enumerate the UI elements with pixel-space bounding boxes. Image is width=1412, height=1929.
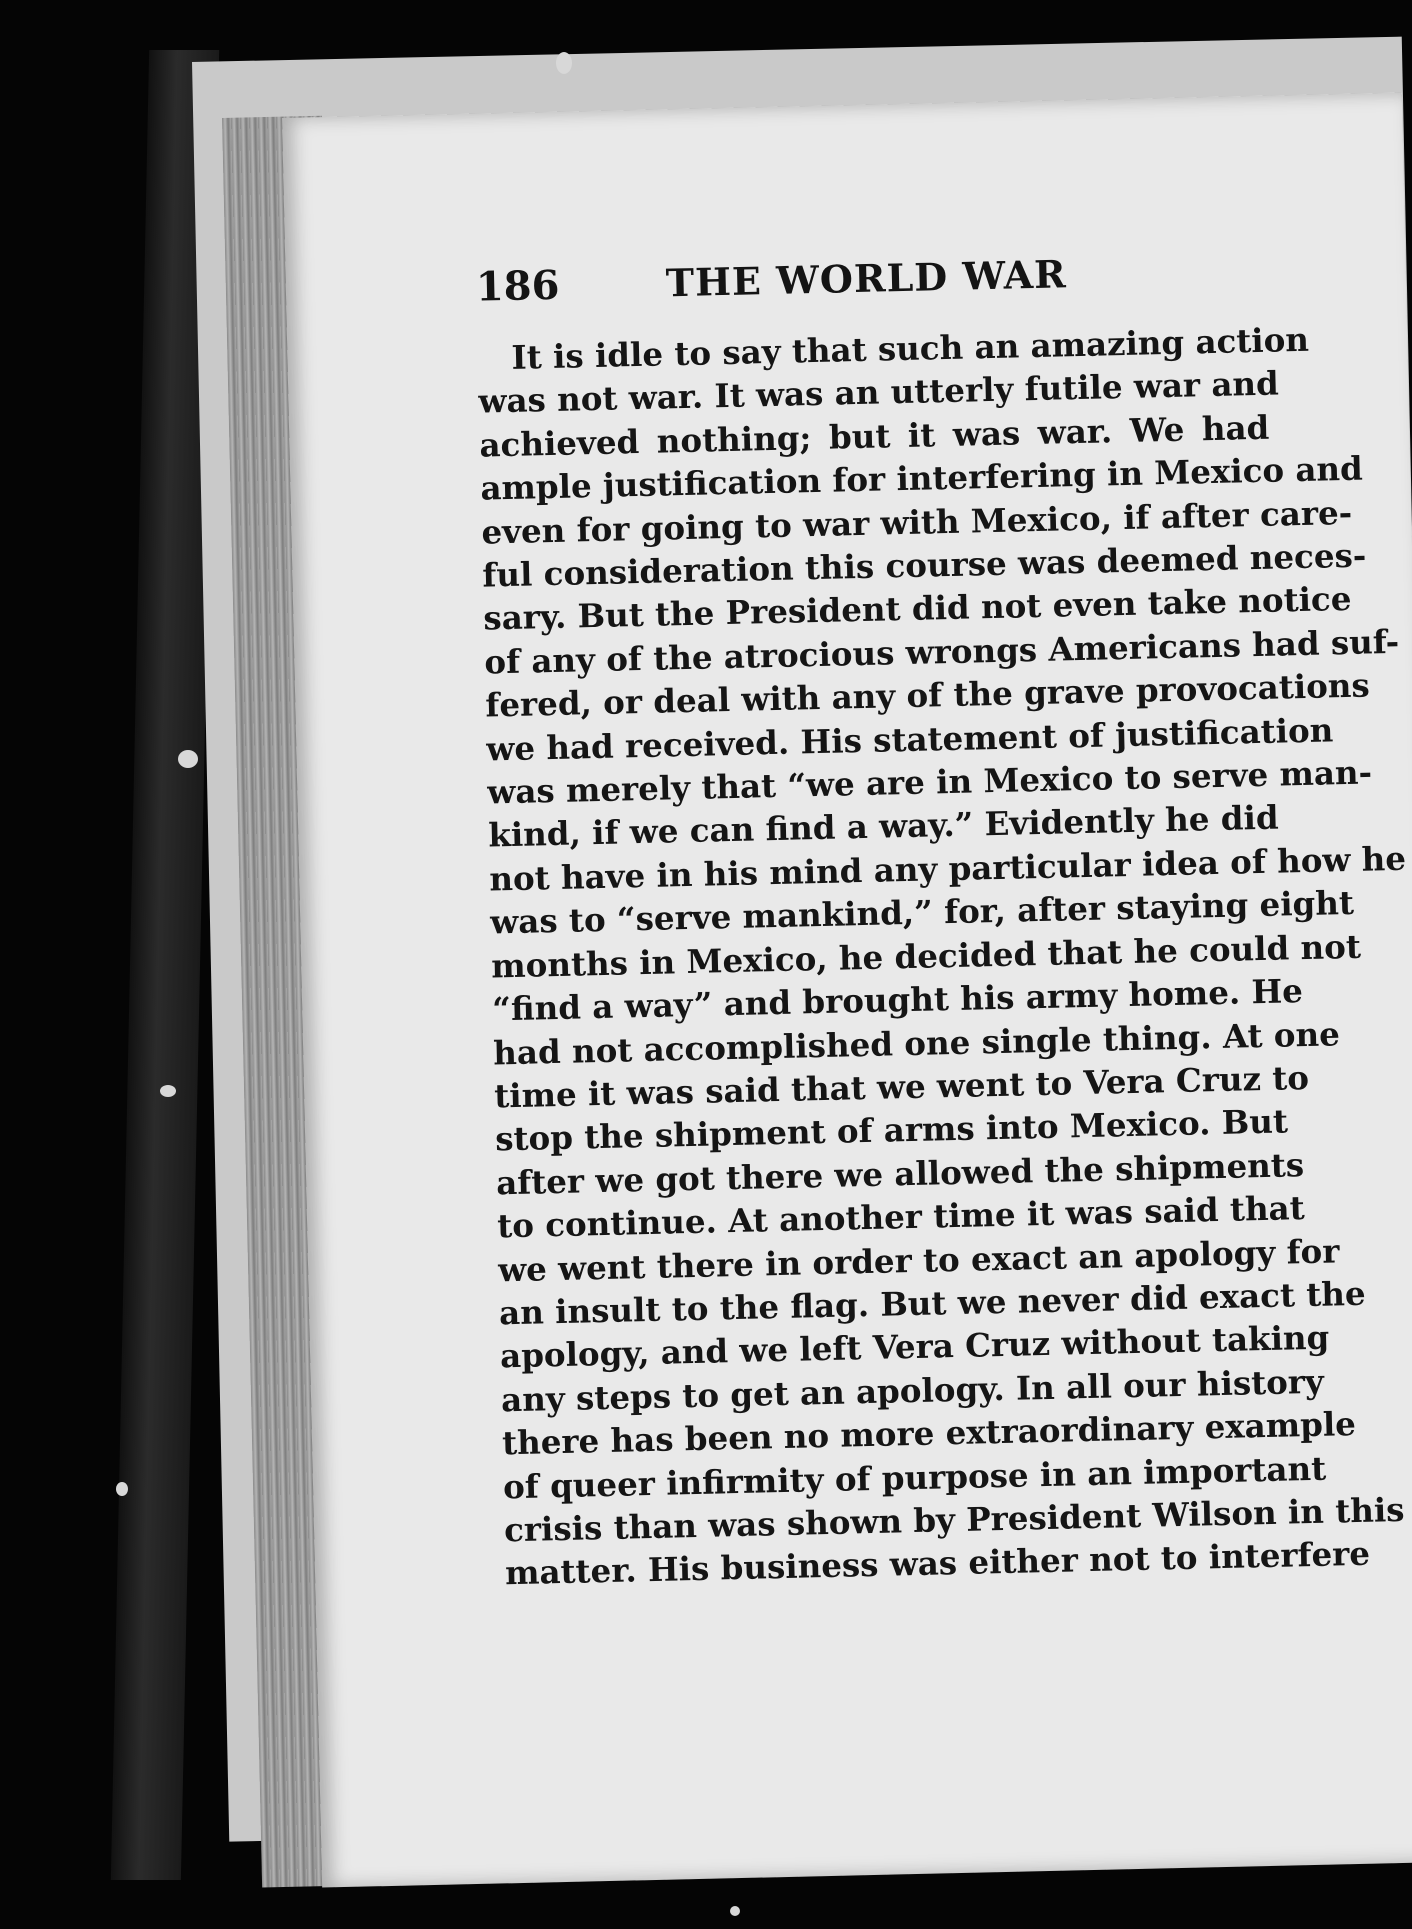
text-line: “find a way” and brought his army home. He (491, 971, 1304, 1029)
text-line: not have in his mind any particular idea of how he (488, 838, 1407, 899)
text-line: after we got there we allowed the shipments (495, 1144, 1305, 1203)
scan-speck (730, 1906, 740, 1916)
scan-speck (160, 1085, 176, 1097)
text-line: fered, or deal with any of the grave provocations (484, 665, 1371, 725)
text-line: It is idle to say that such an amazing action (511, 319, 1310, 377)
text-line: months in Mexico, he decided that he could not (490, 926, 1362, 986)
scan-speck (556, 52, 572, 74)
text-line: an insult to the flag. But we never did exact the (498, 1273, 1367, 1333)
text-line: was to “serve mankind,” for, after staying eight (489, 883, 1355, 942)
text-line: achieved nothing; but it was war. We had (479, 407, 1270, 465)
running-head (475, 246, 1266, 311)
text-line: kind, if we can find a way.” Evidently he did (487, 798, 1280, 855)
book-page (282, 93, 1412, 1888)
text-line: ful consideration this course was deemed neces- (481, 535, 1367, 595)
text-line: crisis than was shown by President Wilson in this (503, 1489, 1405, 1550)
text-line: apology, and we left Vera Cruz without taking (499, 1317, 1330, 1376)
text-line: of any of the atrocious wrongs Americans had suf- (483, 621, 1400, 682)
page-content (475, 246, 1407, 1595)
page-number: 186 (475, 261, 560, 311)
running-title: THE WORLD WAR (665, 251, 1068, 306)
text-line: to continue. At another time it was said that (496, 1188, 1306, 1246)
text-line: had not accomplished one single thing. At one (492, 1013, 1341, 1072)
scan-speck (178, 750, 198, 768)
text-line: stop the shipment of arms into Mexico. But (494, 1101, 1289, 1159)
text-line: time it was said that we went to Vera Cruz to (493, 1057, 1310, 1116)
text-line: was not war. It was an utterly futile war and (478, 363, 1280, 422)
text-line: of queer infirmity of purpose in an important (502, 1448, 1327, 1506)
text-line: we went there in order to exact an apology for (497, 1230, 1340, 1289)
text-line: sary. But the President did not even take notice (482, 579, 1352, 638)
text-line: we had received. His statement of justification (485, 709, 1334, 769)
text-line: even for going to war with Mexico, if after care- (480, 492, 1353, 552)
text-line: ample justification for interfering in Mexico and (480, 448, 1364, 508)
text-line: there has been no more extraordinary example (501, 1404, 1357, 1463)
body-text (477, 319, 1407, 1595)
text-line: was merely that “we are in Mexico to serve man- (486, 752, 1373, 812)
scan-speck (116, 1482, 128, 1496)
text-line: any steps to get an apology. In all our history (500, 1361, 1325, 1420)
text-line: matter. His business was either not to interfere (504, 1534, 1371, 1593)
